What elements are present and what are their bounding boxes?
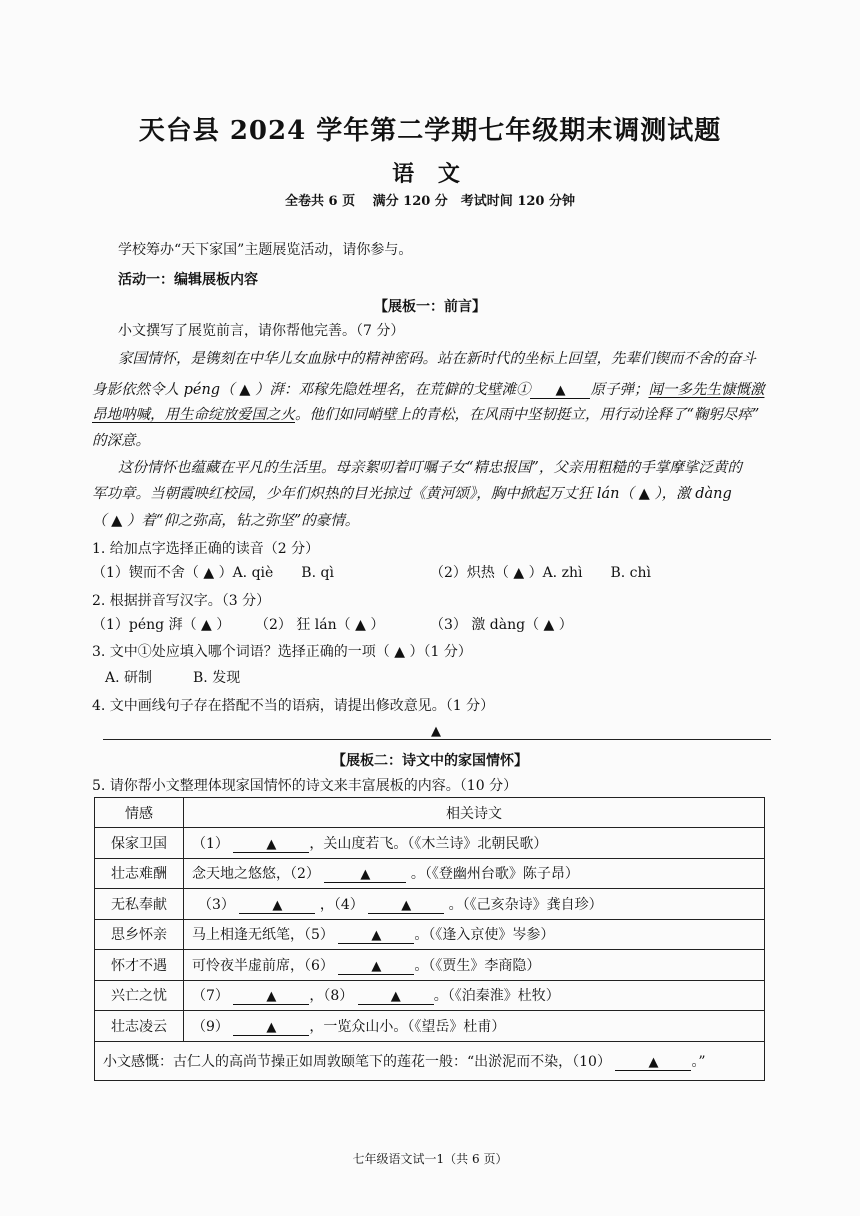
board-one-task: 小文撰写了展览前言，请你帮他完善。（7 分）: [118, 323, 405, 339]
question-3: 3. 文中①处应填入哪个词语？选择正确的一项（ ▲ ）（1 分）: [92, 644, 472, 660]
passage-text: 。他们如同峭壁上的青松，在风雨中坚韧挺立，用行动诠释了“鞠躬尽瘁”: [295, 407, 760, 423]
answer-blank[interactable]: ▲: [324, 867, 406, 883]
poem-cell: 可怜夜半虚前席，（6） ▲ 。（《贾生》李商隐）: [184, 950, 765, 981]
poem-cell: （3） ▲ ，（4） ▲ 。（《己亥杂诗》龚自珍）: [184, 889, 765, 920]
header-poems: 相关诗文: [184, 798, 765, 828]
question-1: 1. 给加点字选择正确的读音（2 分）: [92, 541, 320, 557]
question-3-option-b: B. 发现: [193, 670, 241, 686]
underlined-sentence: 昂地呐喊，用生命绽放爱国之火: [92, 407, 295, 423]
board-two-title: 【展板二：诗文中的家国情怀】: [332, 753, 528, 769]
passage-line: 军功章。当朝霞映红校园，少年们炽热的目光掠过《黄河颂》，胸中掀起万丈狂 lán（ ▲ ），激 dàng: [92, 486, 732, 502]
poem-cell: （1） ▲ ，关山度若飞。（《木兰诗》北朝民歌）: [184, 828, 765, 859]
poem-cell: 马上相逢无纸笔，（5） ▲ 。（《逢入京使》岑参）: [184, 919, 765, 950]
underlined-sentence: 闻一多先生慷慨激: [648, 382, 765, 398]
exam-info: 全卷共 6 页 满分 120 分 考试时间 120 分钟: [285, 194, 575, 209]
table-row: [95, 889, 765, 920]
answer-blank[interactable]: ▲: [338, 959, 414, 975]
emotion-cell: 怀才不遇: [95, 950, 184, 981]
passage-line: （ ▲ ）着“仰之弥高，钻之弥坚”的豪情。: [92, 513, 360, 529]
passage-line: 这份情怀也蕴藏在平凡的生活里。母亲絮叨着叮嘱子女“精忠报国”，父亲用粗糙的手掌摩挲泛黄的: [118, 460, 742, 476]
header-emotion: 情感: [95, 798, 184, 828]
table-row: [95, 950, 765, 981]
feeling-cell: 小文感慨：古仁人的高尚节操正如周敦颐笔下的莲花一般：“出淤泥而不染，（10） ▲ 。”: [95, 1041, 765, 1080]
answer-blank[interactable]: ▲: [530, 383, 590, 399]
table-row: [95, 980, 765, 1011]
answer-blank[interactable]: ▲: [233, 1020, 309, 1036]
question-1-option-a: （1）锲而不舍（ ▲ ）A. qiè B. qì: [92, 565, 334, 581]
table-row: [95, 1041, 765, 1080]
emotion-cell: 思乡怀亲: [95, 919, 184, 950]
answer-blank[interactable]: ▲: [233, 837, 309, 853]
activity-one: 活动一：编辑展板内容: [118, 272, 258, 288]
intro-line: 学校筹办“天下家国”主题展览活动，请你参与。: [118, 242, 413, 258]
question-2-item-3: （3） 激 dàng（ ▲ ）: [430, 617, 573, 633]
emotion-cell: 壮志难酬: [95, 858, 184, 889]
table-row: [95, 1011, 765, 1042]
emotion-cell: 无私奉献: [95, 889, 184, 920]
exam-title: 天台县 2024 学年第二学期七年级期末调测试题: [138, 116, 722, 146]
page-footer: 七年级语文试一1（共 6 页）: [352, 1152, 508, 1166]
question-2: 2. 根据拼音写汉字。（3 分）: [92, 593, 271, 609]
table-row: [95, 858, 765, 889]
answer-line[interactable]: [103, 739, 771, 740]
question-5: 5. 请你帮小文整理体现家国情怀的诗文来丰富展板的内容。（10 分）: [92, 778, 518, 794]
poem-cell: 念天地之悠悠，（2） ▲ 。（《登幽州台歌》陈子昂）: [184, 858, 765, 889]
passage-line: 的深意。: [92, 433, 150, 449]
poem-cell: （9） ▲ ，一览众山小。（《望岳》杜甫）: [184, 1011, 765, 1042]
passage-line: 家国情怀，是镌刻在中华儿女血脉中的精神密码。站在新时代的坐标上回望，先辈们锲而不舍的奋斗: [118, 351, 756, 367]
answer-blank[interactable]: ▲: [239, 898, 315, 914]
answer-blank[interactable]: ▲: [338, 928, 414, 944]
question-1-option-b: （2）炽热（ ▲ ）A. zhì B. chì: [430, 565, 651, 581]
table-row: [95, 828, 765, 859]
answer-mark: ▲: [431, 724, 441, 739]
answer-blank[interactable]: ▲: [368, 898, 444, 914]
emotion-cell: 兴亡之忧: [95, 980, 184, 1011]
poem-cell: （7） ▲ ，（8） ▲ 。（《泊秦淮》杜牧）: [184, 980, 765, 1011]
emotion-cell: 保家卫国: [95, 828, 184, 859]
table-header-row: [95, 798, 765, 828]
answer-blank[interactable]: ▲: [233, 989, 309, 1005]
answer-blank[interactable]: ▲: [358, 989, 434, 1005]
question-4: 4. 文中画线句子存在搭配不当的语病，请提出修改意见。（1 分）: [92, 698, 495, 714]
passage-line: [92, 380, 764, 400]
question-2-item-2: （2） 狂 lán（ ▲ ）: [255, 617, 385, 633]
passage-text: 身影依然令人 péng（ ▲ ）湃：邓稼先隐姓埋名，在荒僻的戈壁滩①: [92, 382, 531, 398]
passage-line: [92, 405, 759, 425]
passage-text: 原子弹；: [590, 382, 649, 398]
table-row: [95, 919, 765, 950]
board-one-title: 【展板一：前言】: [374, 299, 486, 315]
question-3-option-a: A. 研制: [105, 670, 153, 686]
poem-table: [94, 797, 765, 1081]
exam-subject: 语 文: [392, 161, 468, 187]
answer-blank[interactable]: ▲: [615, 1055, 691, 1071]
question-2-item-1: （1）péng 湃（ ▲ ）: [92, 617, 231, 633]
emotion-cell: 壮志凌云: [95, 1011, 184, 1042]
